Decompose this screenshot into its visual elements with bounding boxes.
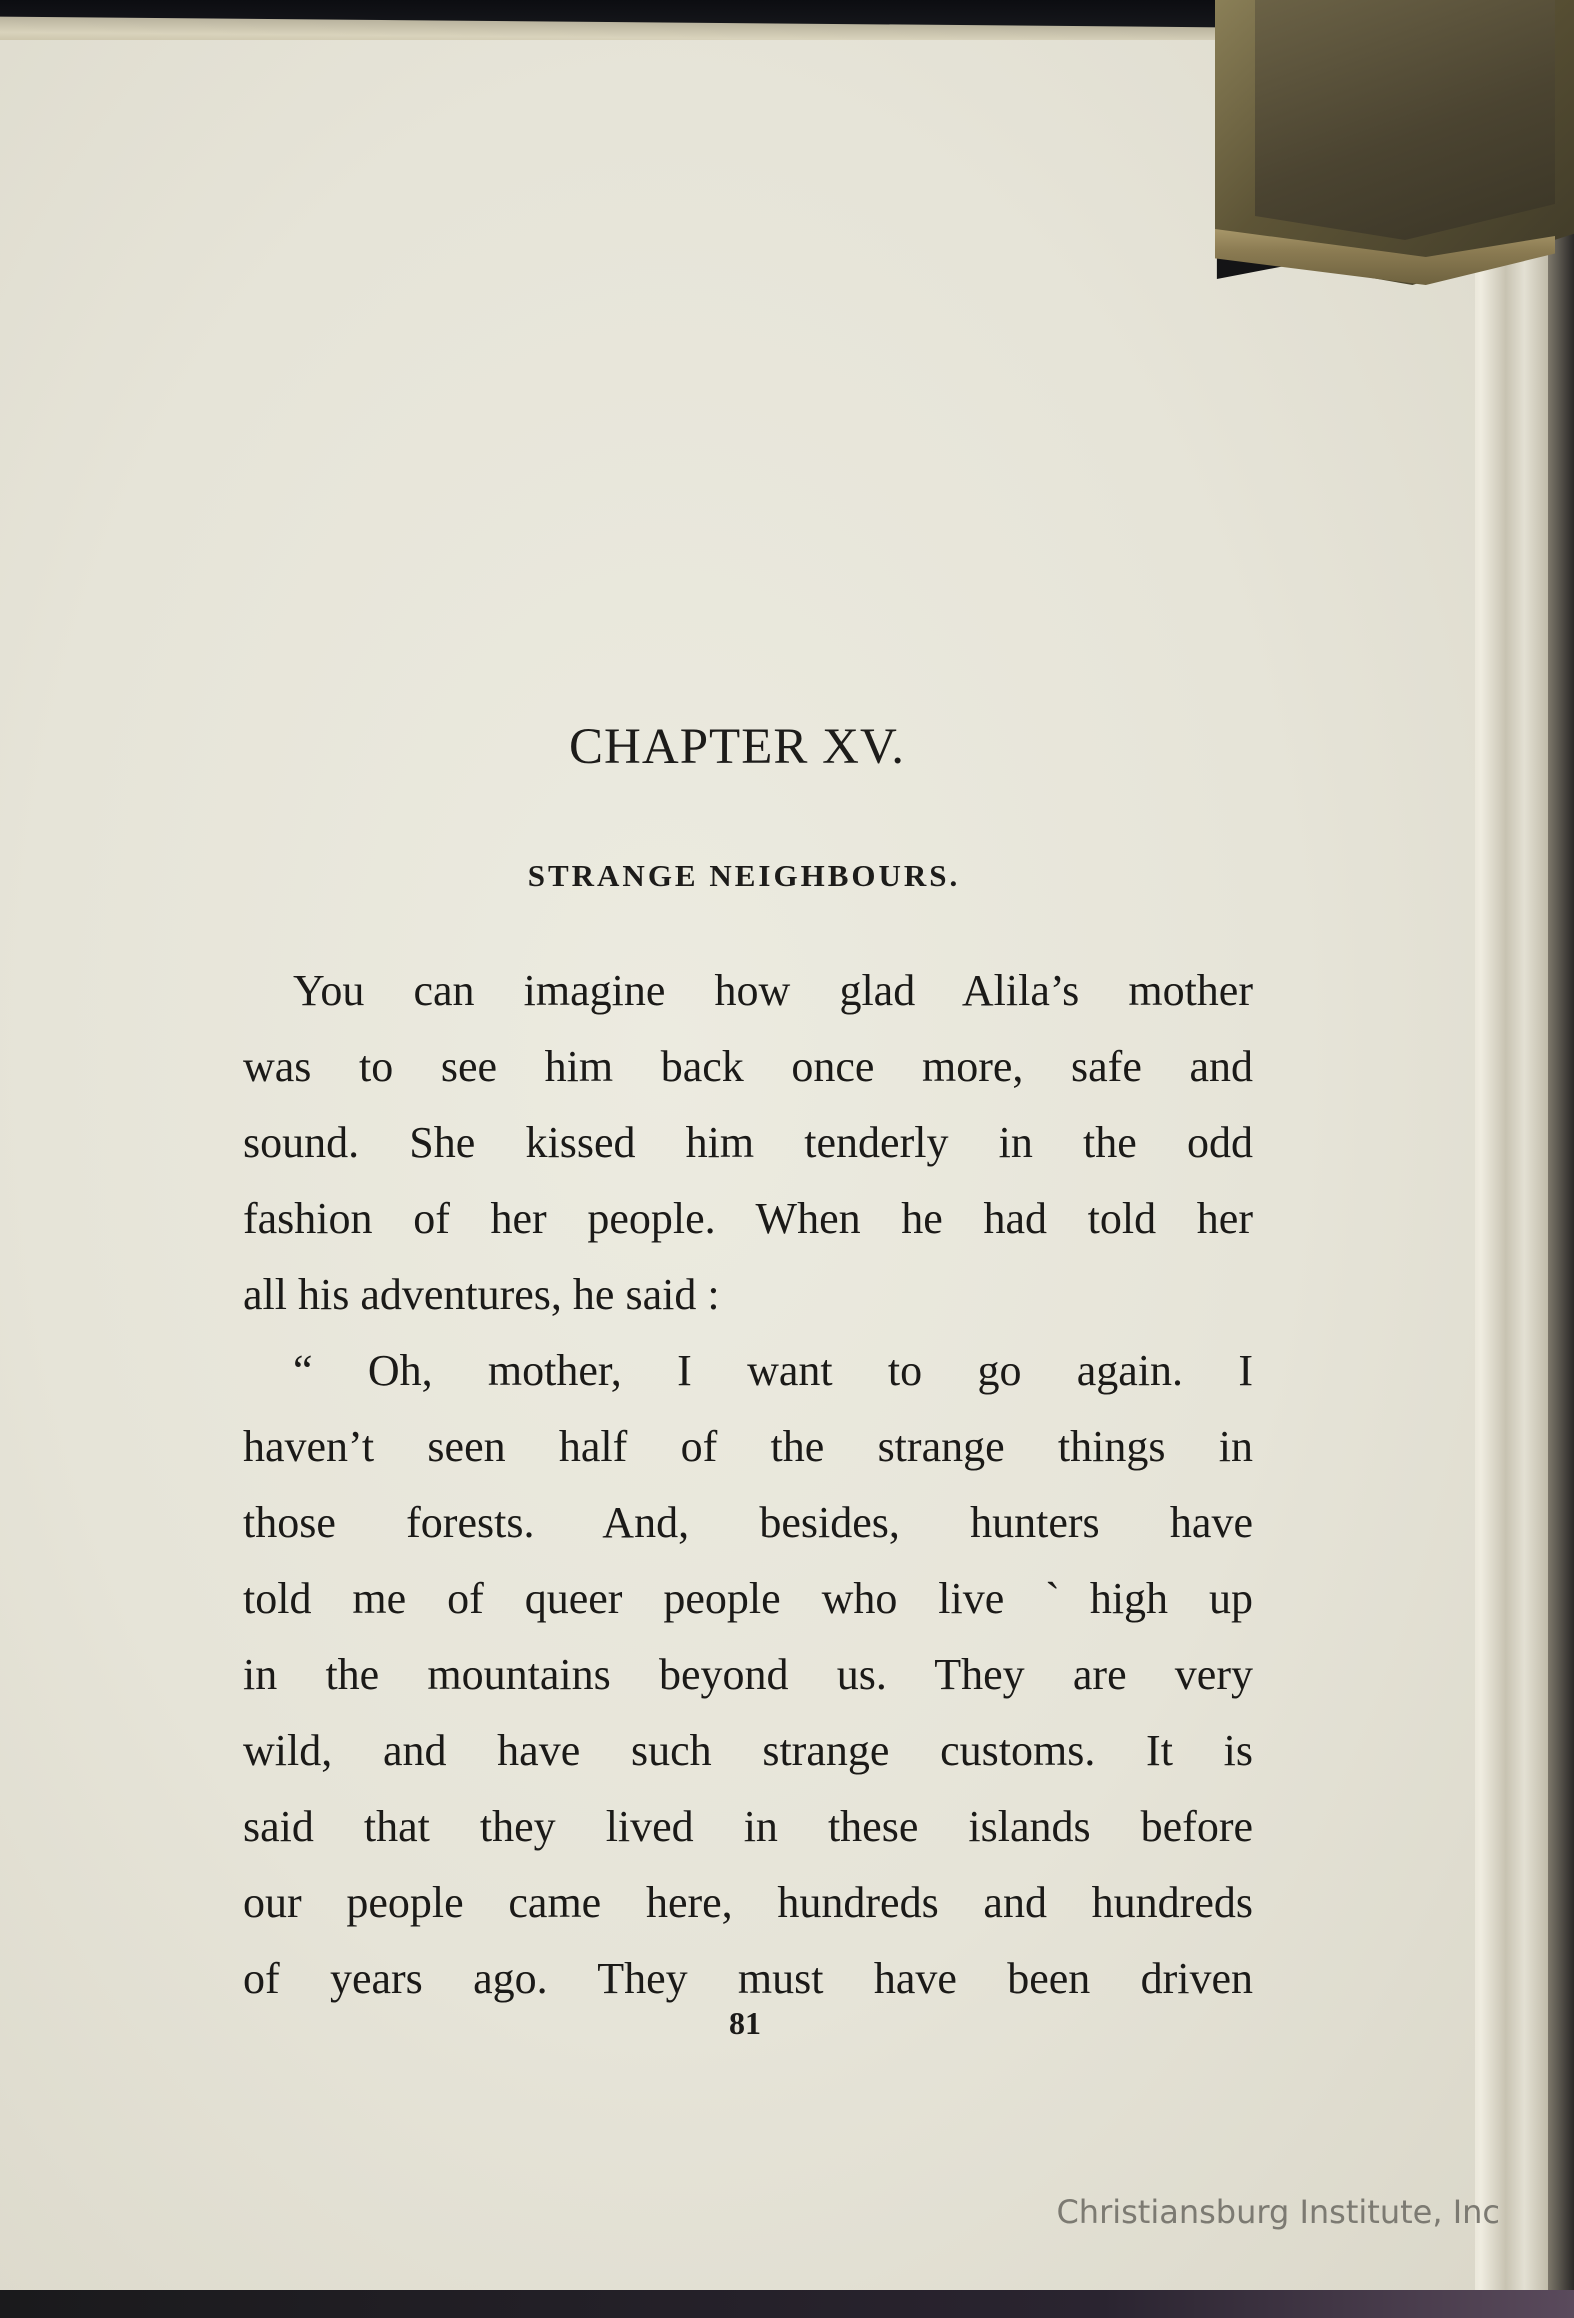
page-number: 81 [729, 2005, 761, 2041]
cover-right-shadow [1548, 0, 1574, 2318]
text-line: all his adventures, he said : [243, 1270, 720, 1319]
chapter-subtitle: STRANGE NEIGHBOURS. [527, 858, 961, 893]
text-line: fashion of her people. When he had told her [243, 1194, 1253, 1243]
text-line: in the mountains beyond us. They are very [243, 1650, 1253, 1699]
text-line: those forests. And, besides, hunters have [243, 1498, 1253, 1547]
text-line: told me of queer people who live ˋhigh up [243, 1574, 1253, 1623]
text-line: “ Oh, mother, I want to go again. I [293, 1346, 1253, 1395]
text-line: was to see him back once more, safe and [243, 1042, 1253, 1091]
gilt-corner-tab-inner [1255, 0, 1555, 240]
chapter-title: CHAPTER XV. [569, 719, 905, 775]
text-line: sound. She kissed him tenderly in the odd [243, 1118, 1253, 1167]
page-bottom-shadow [0, 2290, 1574, 2318]
text-line: wild, and have such strange customs. It is [243, 1726, 1253, 1775]
text-line: said that they lived in these islands before [243, 1802, 1253, 1851]
text-line: of years ago. They must have been driven [243, 1954, 1253, 2003]
text-line: You can imagine how glad Alila’s mother [293, 966, 1253, 1015]
text-line: haven’t seen half of the strange things in [243, 1422, 1253, 1471]
text-line: our people came here, hundreds and hundreds [243, 1878, 1253, 1927]
chapter-body-text [243, 953, 1253, 2017]
watermark: Christiansburg Institute, Inc [1056, 2193, 1500, 2231]
